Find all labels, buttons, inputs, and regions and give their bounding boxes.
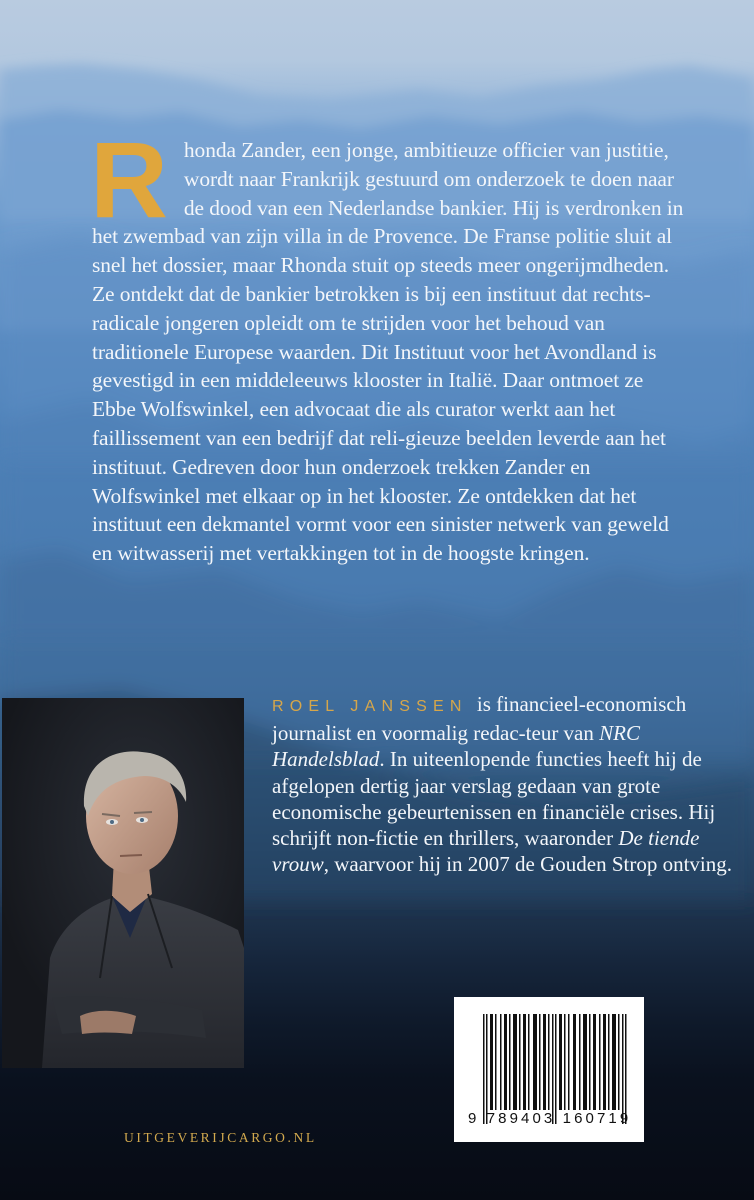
isbn-barcode bbox=[454, 997, 644, 1142]
drop-cap: R bbox=[90, 119, 168, 240]
book-title: De tiende vrouw bbox=[272, 826, 700, 877]
publisher-url[interactable]: UITGEVERIJCARGO.NL bbox=[124, 1130, 317, 1145]
bio-paragraph bbox=[272, 691, 742, 877]
author-bio bbox=[272, 691, 742, 877]
author-photo bbox=[2, 698, 244, 1068]
isbn-number: 9 789403 160719 bbox=[468, 1110, 632, 1127]
author-name: ROEL JANSSEN bbox=[272, 698, 468, 715]
blurb-paragraph-2: Ze ontdekt dat de bankier betrokken is bij een instituut dat rechts-radicale jongeren opleidt om te strijden voor het behoud van traditionele Europese waarden. Dit Instituut voor het Avondland is gevestigd in een middeleeuws klooster in Italië. Daar ontmoet ze Ebbe Wolfswinkel, een advocaat die als curator werkt aan het faillissement van een bedrijf dat reli-gieuze beelden leverde aan het instituut. Gedreven door hun onderzoek trekken Zander en Wolfswinkel met elkaar op in het klooster. Ze ontdekken dat het instituut een dekmantel vormt voor een sinister netwerk van geweld en witwasserij met vertakkingen tot in de hoogste kringen. bbox=[92, 281, 669, 566]
bio-text-3: , waarvoor hij in 2007 de Gouden Strop ontving. bbox=[323, 852, 733, 877]
newspaper-name: NRC Handelsblad bbox=[272, 721, 640, 772]
blurb bbox=[90, 119, 692, 568]
blurb-paragraph-1 bbox=[90, 119, 692, 280]
bio-text-1: is financieel-economisch journalist en voormalig redac-teur van bbox=[272, 692, 687, 746]
author-portrait-illustration bbox=[2, 698, 244, 1068]
bio-text-2: . In uiteenlopende functies heeft hij de afgelopen dertig jaar verslag gedaan van grote economische gebeurtenissen en financiële crises. Hij schrijft non-fictie en thrillers, waaronder bbox=[272, 747, 716, 851]
blurb-text-1: honda Zander, een jonge, ambitieuze officier van justitie, wordt naar Frankrijk gestuurd om onderzoek te doen naar de dood van een Nederlandse bankier. Hij is verdronken in het zwembad van zijn villa in de Provence. De Franse politie sluit al snel het dossier, maar Rhonda stuit op steeds meer ongerijmdheden. bbox=[92, 138, 684, 278]
